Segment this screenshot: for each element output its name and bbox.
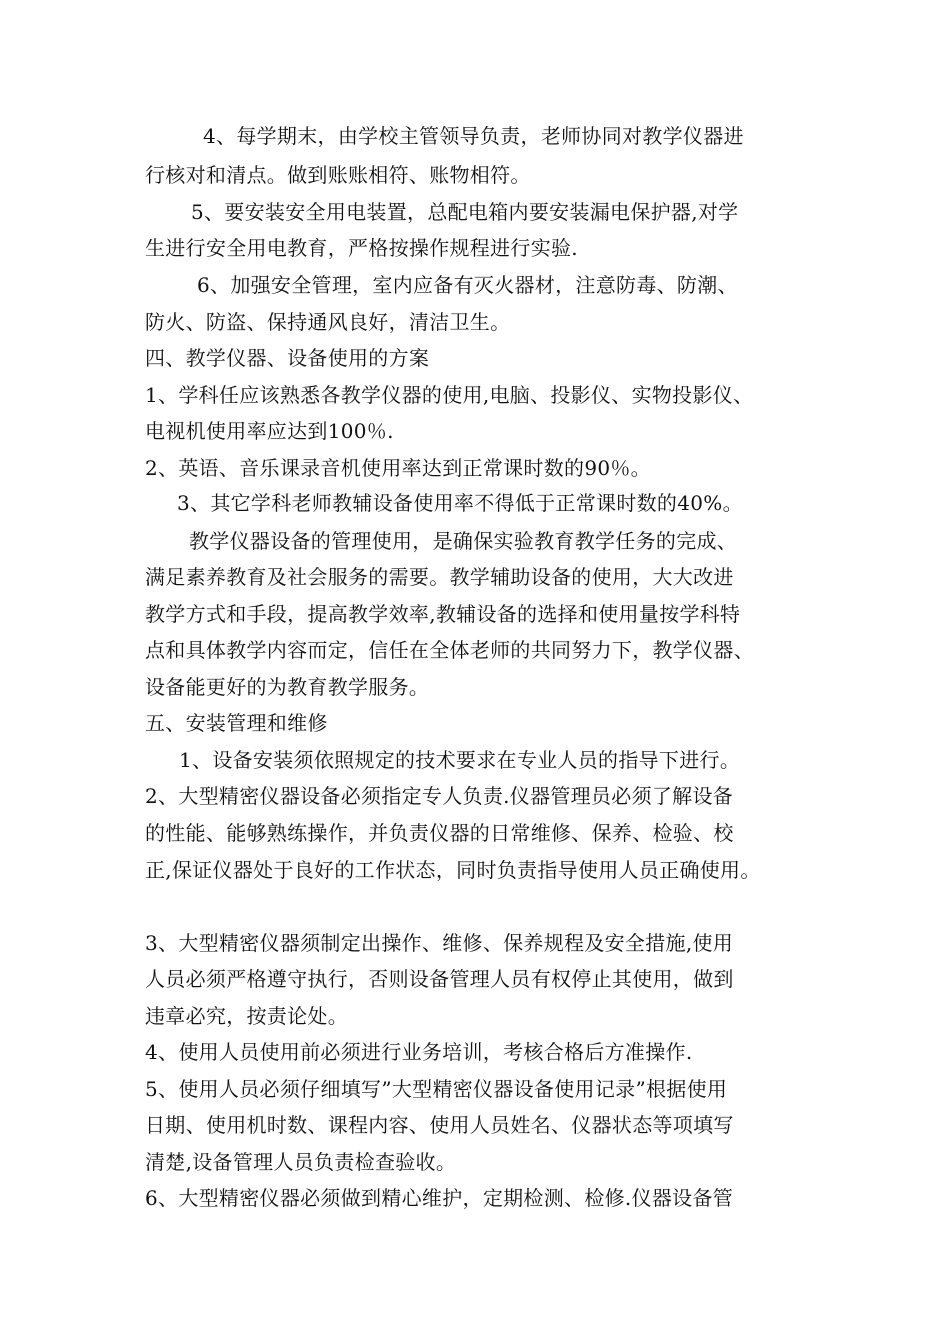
paragraph-line: 6、加强安全管理，室内应备有灭火器材，注意防毒、防潮、 [197, 273, 738, 297]
paragraph-line: 人员必须严格遵守执行，否则设备管理人员有权停止其使用，做到 [145, 967, 734, 991]
paragraph-line: 违章必究，按责论处。 [145, 1004, 348, 1028]
paragraph-line: 2、英语、音乐课录音机使用率达到正常课时数的90％。 [145, 456, 651, 480]
paragraph-line: 6、大型精密仪器必须做到精心维护，定期检测、检修.仪器设备管 [145, 1186, 734, 1210]
paragraph-line: 5、要安装安全用电装置，总配电箱内要安装漏电保护器,对学 [191, 200, 739, 224]
paragraph-line: 5、使用人员必须仔细填写”大型精密仪器设备使用记录”根据使用 [145, 1077, 728, 1101]
paragraph-line: 2、大型精密仪器设备必须指定专人负责.仪器管理员必须了解设备 [145, 784, 734, 808]
paragraph-line: 4、每学期末，由学校主管领导负责，老师协同对教学仪器进 [203, 124, 744, 148]
paragraph-line: 日期、使用机时数、课程内容、使用人员姓名、仪器状态等项填写 [145, 1113, 734, 1137]
paragraph-line: 教学方式和手段，提高教学效率,教辅设备的选择和使用量按学科特 [145, 602, 741, 626]
paragraph-line: 的性能、能够熟练操作，并负责仪器的日常维修、保养、检验、校 [145, 821, 734, 845]
paragraph-line: 清楚,设备管理人员负责检查验收。 [145, 1150, 457, 1174]
paragraph-line: 3、大型精密仪器须制定出操作、维修、保养规程及安全措施,使用 [145, 931, 734, 955]
paragraph-line: 生进行安全用电教育，严格按操作规程进行实验. [145, 236, 578, 260]
paragraph-line: 点和具体教学内容而定，信任在全体老师的共同努力下，教学仪器、 [145, 638, 754, 662]
section-heading: 四、教学仪器、设备使用的方案 [145, 346, 430, 370]
paragraph-line: 教学仪器设备的管理使用，是确保实验教育教学任务的完成、 [189, 529, 738, 553]
paragraph-line: 4、使用人员使用前必须进行业务培训，考核合格后方准操作. [145, 1040, 693, 1064]
paragraph-line: 行核对和清点。做到账账相符、账物相符。 [145, 163, 531, 187]
paragraph-line: 1、学科任应该熟悉各教学仪器的使用,电脑、投影仪、实物投影仪、 [145, 383, 754, 407]
paragraph-line: 1、设备安装须依照规定的技术要求在专业人员的指导下进行。 [179, 748, 741, 772]
section-heading: 五、安装管理和维修 [145, 711, 328, 735]
paragraph-line: 电视机使用率应达到100％. [145, 419, 394, 443]
paragraph-line: 正,保证仪器处于良好的工作状态，同时负责指导使用人员正确使用。 [145, 858, 761, 882]
paragraph-line: 3、其它学科老师教辅设备使用率不得低于正常课时数的40%。 [177, 491, 743, 515]
paragraph-line: 设备能更好的为教育教学服务。 [145, 675, 430, 699]
paragraph-line: 防火、防盗、保持通风良好，清洁卫生。 [145, 310, 511, 334]
paragraph-line: 满足素养教育及社会服务的需要。教学辅助设备的使用，大大改进 [145, 565, 734, 589]
